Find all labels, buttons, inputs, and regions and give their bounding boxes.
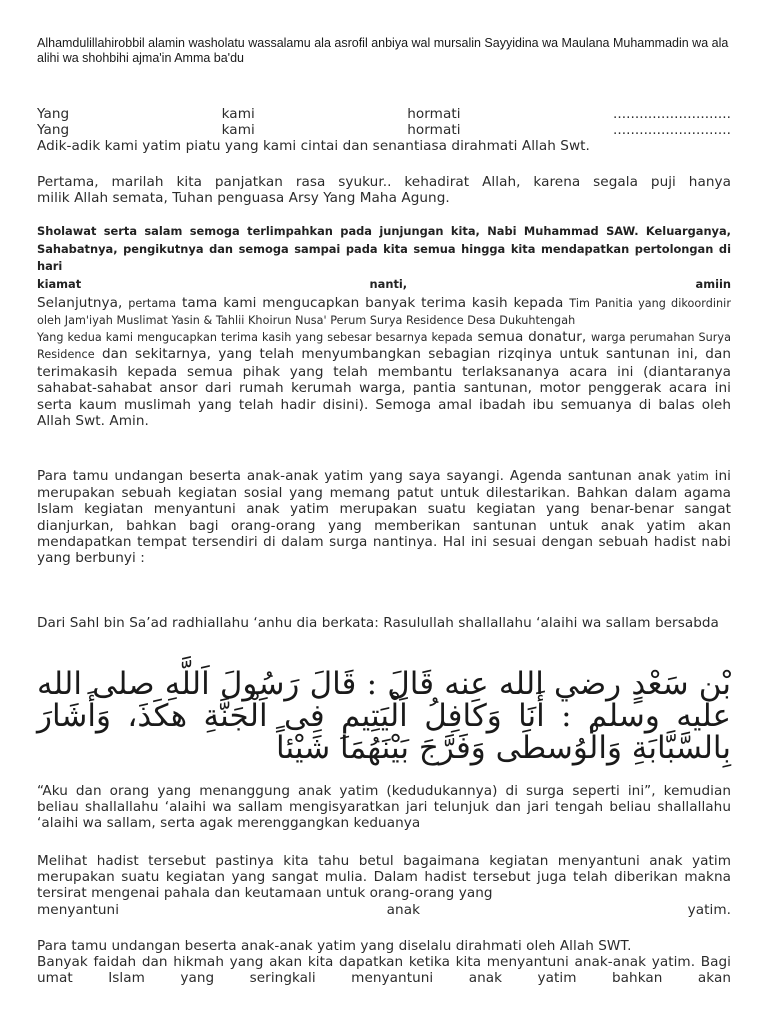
thanks-intro: Selanjutnya,: [37, 295, 129, 311]
hadith-intro-text: Dari Sahl bin Sa’ad radhiallahu ‘anhu dia berkata: Rasulullah shallallahu ‘alaihi wa sallam bersabda: [37, 615, 719, 631]
closing-paragraph: [37, 938, 731, 987]
reflection-paragraph: [37, 853, 731, 918]
sholawat-paragraph: [37, 223, 731, 293]
guests-text-a: Para tamu undangan beserta anak-anak yatim yang saya sayangi. Agenda santunan anak: [37, 468, 677, 484]
closing-rest: Banyak faidah dan hikmah yang akan kita dapatkan ketika kita menyantuni anak-anak yatim. Bagi umat Islam yang seringkali menyantuni anak yatim bahkan akan: [37, 954, 731, 987]
translation-text: “Aku dan orang yang menanggung anak yatim (kedudukannya) di surga seperti ini”, kemudian beliau shallallahu ‘alaihi wa sallam mengisyaratkan jari telunjuk dan jari tengah beliau shallallahu ‘alaihi wa sallam, serta agak merenggangkan keduanya: [37, 783, 731, 832]
thanks-donors: semua donatur,: [472, 329, 591, 345]
thanks-residents: warga perumahan Surya Residence: [37, 331, 731, 362]
greeting-line-3: Adik-adik kami yatim piatu yang kami cintai dan senantiasa dirahmati Allah Swt.: [37, 138, 590, 155]
hadith-intro: [37, 615, 731, 631]
gratitude-line-2: milik Allah semata, Tuhan penguasa Arsy Yang Maha Agung.: [37, 190, 450, 207]
greeting-block: [37, 106, 731, 155]
closing-line-1: Para tamu undangan beserta anak-anak yatim yang diselalu dirahmati oleh Allah SWT.: [37, 938, 632, 954]
guests-text-c: ini merupakan sebuah kegiatan sosial yang memang patut untuk dilestarikan. Bahkan dalam agama Islam kegiatan menyantuni anak yatim merupakan suatu kegiatan yang benar-benar sangat dianjurkan, bahkan bagi orang-orang yang memberikan santunan untuk anak yatim akan mendapatkan tempat tersendiri di dalam surga nantinya. Hal ini sesuai dengan sebuah hadist nabi yang berbunyi :: [37, 468, 731, 567]
reflection-last-line: menyantuni anak yatim.: [37, 901, 731, 918]
sholawat-text: Sholawat serta salam semoga terlimpahkan pada junjungan kita, Nabi Muhammad SAW. Keluarganya, Sahabatnya, pengikutnya dan semoga sampai pada kita semua hingga kita mendapatkan pertolongan di hari: [37, 224, 731, 273]
thanks-first: pertama: [128, 297, 177, 310]
arabic-text: بْن سَعْدٍ رضي الله عنه قَالَ : قَالَ رَسُولَ اَللَّهِ صلى الله عليه وسلم : أَنَا وَكَافِلُ اَلْيَتِيمِ فِى اَلْجَنَّةِ هكَذَ، وَأَشَارَ بِالسَّبَّابَةِ وَالْوُسطَى وَفَرَّجَ بَيْنَهُمَا شَيْئاً: [37, 666, 731, 766]
arabic-hadith: [37, 668, 731, 764]
opening-salutation: Alhamdulillahirobbil alamin washolatu wassalamu ala asrofil anbiya wal mursalin Sayyidina wa Maulana Muhammadin wa ala alihi wa shohbihi ajma'in Amma ba'du: [37, 36, 729, 65]
thanks-second-intro: Yang kedua kami mengucapkan terima kasih yang sebesar besarnya kepada: [37, 331, 473, 344]
thanks-committee: Tim Panitia yang dikoordinir oleh Jam'iyah Muslimat Yasin & Tahlii Khoirun Nusa' Perum Surya Residence Desa Dukuhtengah: [37, 297, 731, 327]
guests-text-yatim: yatim: [676, 470, 709, 483]
gratitude-line-1: Pertama, marilah kita panjatkan rasa syukur.. kehadirat Allah, karena segala puji hanya: [37, 174, 731, 190]
greeting-line-2: Yang kami hormati ...........................: [37, 122, 731, 139]
translation-paragraph: [37, 783, 731, 832]
thanks-main: tama kami mengucapkan banyak terima kasih kepada: [176, 295, 570, 311]
thanks-rest: dan sekitarnya, yang telah menyumbangkan sebagian rizqinya untuk santunan ini, dan terimakasih kepada semua pihak yang telah membantu terlaksananya acara ini (diantaranya sahabat-sahabat ansor dari rumah kerumah warga, pantia santunan, motor penggerak acara ini serta kaum muslimah yang telah hadir disini). Semoga amal ibadah ibu semuanya di balas oleh Allah Swt. Amin.: [37, 346, 731, 430]
sholawat-last-line: kiamat nanti, amiin: [37, 276, 731, 291]
gratitude-paragraph: [37, 174, 731, 206]
greeting-line-1: Yang kami hormati ...........................: [37, 106, 731, 122]
thanks-paragraph: [37, 295, 731, 429]
guests-paragraph: [37, 468, 731, 566]
reflection-text: Melihat hadist tersebut pastinya kita tahu betul bagaimana kegiatan menyantuni anak yatim merupakan suatu kegiatan yang sangat mulia. Dalam hadist tersebut juga telah diberikan makna tersirat mengenai pahala dan keutamaan untuk orang-orang yang: [37, 853, 731, 902]
